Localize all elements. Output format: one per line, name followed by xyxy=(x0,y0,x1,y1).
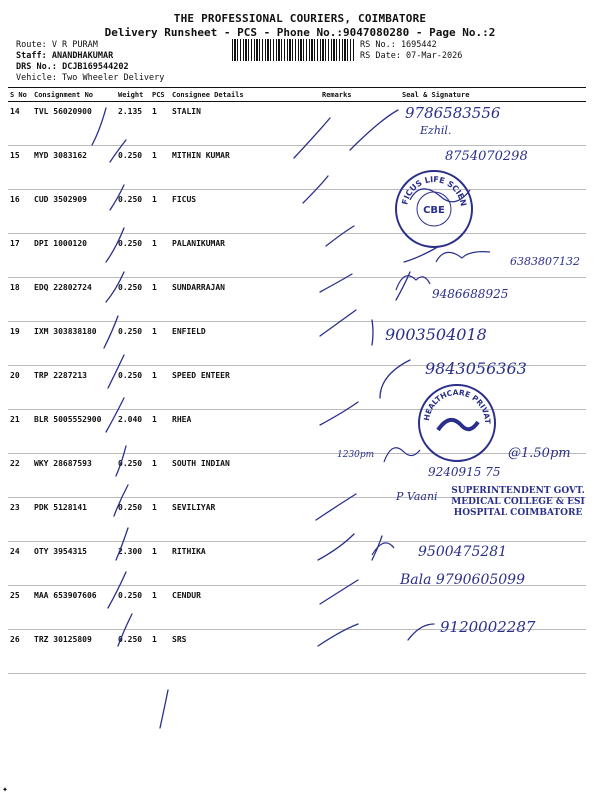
row-weight: 0.250 xyxy=(116,366,150,410)
row-remarks xyxy=(320,278,374,322)
col-consignee: Consignee Details xyxy=(170,88,320,102)
row-sno: 25 xyxy=(8,586,32,630)
row-weight: 0.250 xyxy=(116,234,150,278)
row-remarks xyxy=(320,410,374,454)
signature-row18: 9486688925 xyxy=(432,287,509,301)
row-consignment: TRZ 30125809 xyxy=(32,630,116,674)
row-pcs: 1 xyxy=(150,542,170,586)
row-sno: 21 xyxy=(8,410,32,454)
row-sno: 20 xyxy=(8,366,32,410)
signature-row25: Bala 9790605099 xyxy=(400,572,525,588)
svg-text:FICUS LIFE SCIENCES xyxy=(397,172,468,207)
row-signature xyxy=(374,586,586,630)
row-consignee: STALIN xyxy=(170,102,320,146)
signature-row22-time2: @1.50pm xyxy=(508,446,571,461)
drs-line xyxy=(16,62,129,73)
row-remarks xyxy=(320,190,374,234)
table-row xyxy=(8,586,586,630)
staff-label: Staff: xyxy=(16,51,47,61)
row-consignee: ENFIELD xyxy=(170,322,320,366)
runsheet-subtitle: Delivery Runsheet - PCS - Phone No.:9047080280 - Page No.:2 xyxy=(104,26,496,39)
row-consignment: TVL 56020900 xyxy=(32,102,116,146)
table-row xyxy=(8,278,586,322)
row-remarks xyxy=(320,498,374,542)
row-pcs: 1 xyxy=(150,278,170,322)
row-weight: 0.250 xyxy=(116,498,150,542)
row-remarks xyxy=(320,322,374,366)
table-row xyxy=(8,102,586,146)
ficus-seal-stamp xyxy=(395,170,473,248)
signature-row22-time: 1230pm xyxy=(337,450,375,460)
rs-date: RS Date: 07-Mar-2026 xyxy=(360,51,463,61)
row-pcs: 1 xyxy=(150,586,170,630)
row-sno: 22 xyxy=(8,454,32,498)
row-signature xyxy=(374,102,586,146)
row-sno: 14 xyxy=(8,102,32,146)
drs-label: DRS No.: xyxy=(16,62,57,72)
row-remarks xyxy=(320,146,374,190)
signature-row19: 9003504018 xyxy=(385,325,487,344)
row-pcs: 1 xyxy=(150,234,170,278)
healthcare-seal-text: HEALTHCARE PRIVAT xyxy=(422,387,493,425)
row-consignee: CENDUR xyxy=(170,586,320,630)
row-weight: 2.040 xyxy=(116,410,150,454)
row-remarks xyxy=(320,102,374,146)
tick-mark xyxy=(160,690,168,728)
row-pcs: 1 xyxy=(150,630,170,674)
row-sno: 23 xyxy=(8,498,32,542)
row-consignment: BLR 5005552900 xyxy=(32,410,116,454)
row-consignee: SEVILIYAR xyxy=(170,498,320,542)
company-title: THE PROFESSIONAL COURIERS, COIMBATORE xyxy=(173,12,427,25)
rs-number: RS No.: 1695442 xyxy=(360,40,437,50)
signature-row17: 6383807132 xyxy=(510,255,580,268)
row-weight: 0.250 xyxy=(116,190,150,234)
corner-mark: ✦ xyxy=(2,784,9,795)
row-pcs: 1 xyxy=(150,102,170,146)
row-consignee: RITHIKA xyxy=(170,542,320,586)
ficus-seal-text: FICUS LIFE SCIEN xyxy=(400,174,468,208)
runsheet-table xyxy=(8,87,586,674)
row-sno: 15 xyxy=(8,146,32,190)
staff-line xyxy=(16,51,113,62)
col-signature: Seal & Signature xyxy=(374,88,586,102)
table-row xyxy=(8,322,586,366)
row-pcs: 1 xyxy=(150,366,170,410)
table-header-row xyxy=(8,88,586,102)
row-remarks xyxy=(320,542,374,586)
row-weight: 2.300 xyxy=(116,542,150,586)
healthcare-logo-icon xyxy=(438,420,478,430)
table-row xyxy=(8,542,586,586)
table-row xyxy=(8,366,586,410)
barcode-image xyxy=(232,39,354,61)
signature-row15: 8754070298 xyxy=(445,149,528,164)
signature-row22-phone: 9240915 75 xyxy=(428,465,501,479)
row-consignee: SOUTH INDIAN xyxy=(170,454,320,498)
row-consignee: PALANIKUMAR xyxy=(170,234,320,278)
table-row xyxy=(8,410,586,454)
ficus-seal-graphic xyxy=(397,172,471,246)
row-sno: 17 xyxy=(8,234,32,278)
row-consignee: MITHIN KUMAR xyxy=(170,146,320,190)
row-weight: 0.250 xyxy=(116,278,150,322)
row-pcs: 1 xyxy=(150,190,170,234)
row-consignee: RHEA xyxy=(170,410,320,454)
table-row xyxy=(8,630,586,674)
row-weight: 0.250 xyxy=(116,322,150,366)
route-label: Route: V R PURAM xyxy=(16,40,98,50)
row-consignment: TRP 2287213 xyxy=(32,366,116,410)
row-signature xyxy=(374,542,586,586)
drs-number: DCJB169544202 xyxy=(62,62,129,72)
row-weight: 0.250 xyxy=(116,146,150,190)
vehicle-label: Vehicle: Two Wheeler Delivery xyxy=(16,73,165,83)
row-consignment: PDK 5128141 xyxy=(32,498,116,542)
signature-row24: 9500475281 xyxy=(418,544,508,560)
row-consignee: FICUS xyxy=(170,190,320,234)
col-weight: Weight xyxy=(116,88,150,102)
row-pcs: 1 xyxy=(150,410,170,454)
row-remarks xyxy=(320,630,374,674)
row-weight: 2.135 xyxy=(116,102,150,146)
col-pcs: PCS xyxy=(150,88,170,102)
signature-row23: P Vaani xyxy=(396,490,438,503)
row-weight: 0.250 xyxy=(116,586,150,630)
row-consignment: EDQ 22802724 xyxy=(32,278,116,322)
healthcare-seal-stamp xyxy=(418,384,496,462)
row-consignment: OTY 3954315 xyxy=(32,542,116,586)
row-remarks xyxy=(320,234,374,278)
row-remarks xyxy=(320,454,374,498)
row-sno: 24 xyxy=(8,542,32,586)
row-weight: 0.250 xyxy=(116,454,150,498)
staff-name: ANANDHAKUMAR xyxy=(51,51,114,61)
signature-row14-name: Ezhil. xyxy=(420,124,452,137)
row-consignment: MAA 653907606 xyxy=(32,586,116,630)
row-consignment: CUD 3502909 xyxy=(32,190,116,234)
govt-hospital-stamp: SUPERINTENDENT GOVT. MEDICAL COLLEGE & ESI HOSPITAL COIMBATORE xyxy=(451,486,585,518)
table-row xyxy=(8,234,586,278)
col-remarks: Remarks xyxy=(320,88,374,102)
row-pcs: 1 xyxy=(150,322,170,366)
signature-row26: 9120002287 xyxy=(440,618,536,636)
row-sno: 26 xyxy=(8,630,32,674)
row-signature xyxy=(374,630,586,674)
row-consignment: IXM 303838180 xyxy=(32,322,116,366)
col-consignment: Consignment No xyxy=(32,88,116,102)
row-consignment: MYD 3083162 xyxy=(32,146,116,190)
row-consignee: SPEED ENTEER xyxy=(170,366,320,410)
table-row xyxy=(8,190,586,234)
row-remarks xyxy=(320,366,374,410)
row-sno: 19 xyxy=(8,322,32,366)
row-sno: 18 xyxy=(8,278,32,322)
row-consignment: DPI 1000120 xyxy=(32,234,116,278)
row-consignee: SRS xyxy=(170,630,320,674)
row-consignee: SUNDARRAJAN xyxy=(170,278,320,322)
row-signature xyxy=(374,322,586,366)
row-remarks xyxy=(320,586,374,630)
row-sno: 16 xyxy=(8,190,32,234)
row-signature xyxy=(374,278,586,322)
row-pcs: 1 xyxy=(150,454,170,498)
ficus-seal-center: CBE xyxy=(423,205,445,216)
table-row xyxy=(8,146,586,190)
signature-row20: 9843056363 xyxy=(425,359,527,378)
row-pcs: 1 xyxy=(150,146,170,190)
row-pcs: 1 xyxy=(150,498,170,542)
row-consignment: WKY 28687593 xyxy=(32,454,116,498)
col-sno: S No xyxy=(8,88,32,102)
signature-row14: 9786583556 xyxy=(405,104,501,122)
row-weight: 0.250 xyxy=(116,630,150,674)
healthcare-seal-graphic xyxy=(420,386,494,460)
